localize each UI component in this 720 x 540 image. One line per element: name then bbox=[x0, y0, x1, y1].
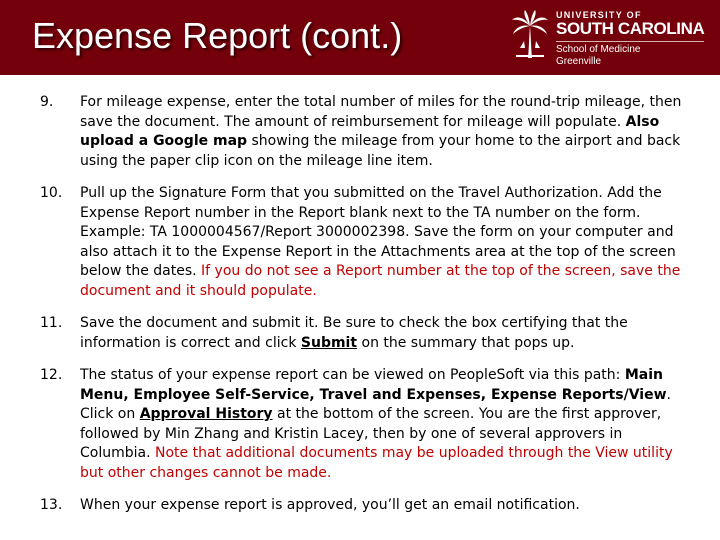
submit-label: Submit bbox=[300, 334, 358, 351]
list-item bbox=[40, 366, 690, 483]
item-text bbox=[80, 496, 690, 516]
item-number: 12. bbox=[40, 367, 63, 383]
bold-segment: Also upload a Google map bbox=[80, 113, 660, 149]
logo-line-south-carolina: SOUTH CAROLINA bbox=[556, 19, 705, 38]
item-number: 13. bbox=[40, 497, 63, 513]
item-number: 11. bbox=[40, 315, 63, 331]
item-text bbox=[80, 93, 690, 171]
university-logo bbox=[510, 10, 715, 68]
item-number: 9. bbox=[40, 94, 54, 110]
text-segment: showing the mileage from your home to the airport and back using the paper clip icon on the mileage line item. bbox=[80, 133, 681, 169]
text-segment: on the summary that pops up. bbox=[357, 334, 575, 351]
logo-line-university: UNIVERSITY OF bbox=[556, 10, 642, 20]
logo-line-school: School of Medicine bbox=[556, 41, 704, 56]
text-segment: For mileage expense, enter the total number of miles for the round-trip mileage, then save the document. The amount of reimbursement for mileage will populate. bbox=[80, 94, 682, 130]
list-item bbox=[40, 184, 690, 301]
instruction-list bbox=[40, 93, 690, 529]
text-segment: When your expense report is approved, you’ll get an email notification. bbox=[80, 497, 580, 513]
text-segment: . Click on bbox=[80, 386, 671, 422]
list-item bbox=[40, 496, 690, 516]
text-segment: Pull up the Signature Form that you submitted on the Travel Authorization. Add the Expense Report number in the Report blank next to the TA number on the form. Example: TA 1000004567/Report 3000002398. Save the form on your computer and also attach it to the Expense Report in the Attachments area at the top of the screen below the dates. bbox=[80, 185, 676, 279]
page-title: Expense Report (cont.) bbox=[32, 15, 403, 56]
title-banner bbox=[0, 0, 720, 75]
text-segment: Save the document and submit it. Be sure to check the box certifying that the information is correct and click bbox=[80, 315, 628, 351]
palmetto-tree-icon bbox=[510, 10, 550, 60]
list-item bbox=[40, 93, 690, 171]
text-segment: at the bottom of the screen. You are the first approver, followed by Min Zhang and Kristin Lacey, then by one of several approvers in Columbia. bbox=[80, 406, 662, 461]
text-segment: The status of your expense report can be viewed on PeopleSoft via this path: bbox=[80, 367, 625, 383]
item-text bbox=[80, 366, 690, 483]
item-text bbox=[80, 314, 690, 353]
red-note: Note that additional documents may be uploaded through the View utility but other changes cannot be made. bbox=[80, 445, 673, 481]
item-text bbox=[80, 184, 690, 301]
item-number: 10. bbox=[40, 185, 63, 201]
list-item bbox=[40, 314, 690, 353]
red-note: If you do not see a Report number at the top of the screen, save the document and it should populate. bbox=[80, 263, 681, 299]
logo-line-campus: Greenville bbox=[556, 56, 602, 67]
logo-text bbox=[556, 10, 704, 67]
approval-history-label: Approval History bbox=[139, 406, 273, 422]
navigation-path: Main Menu, Employee Self-Service, Travel and Expenses, Expense Reports/View bbox=[80, 367, 667, 403]
